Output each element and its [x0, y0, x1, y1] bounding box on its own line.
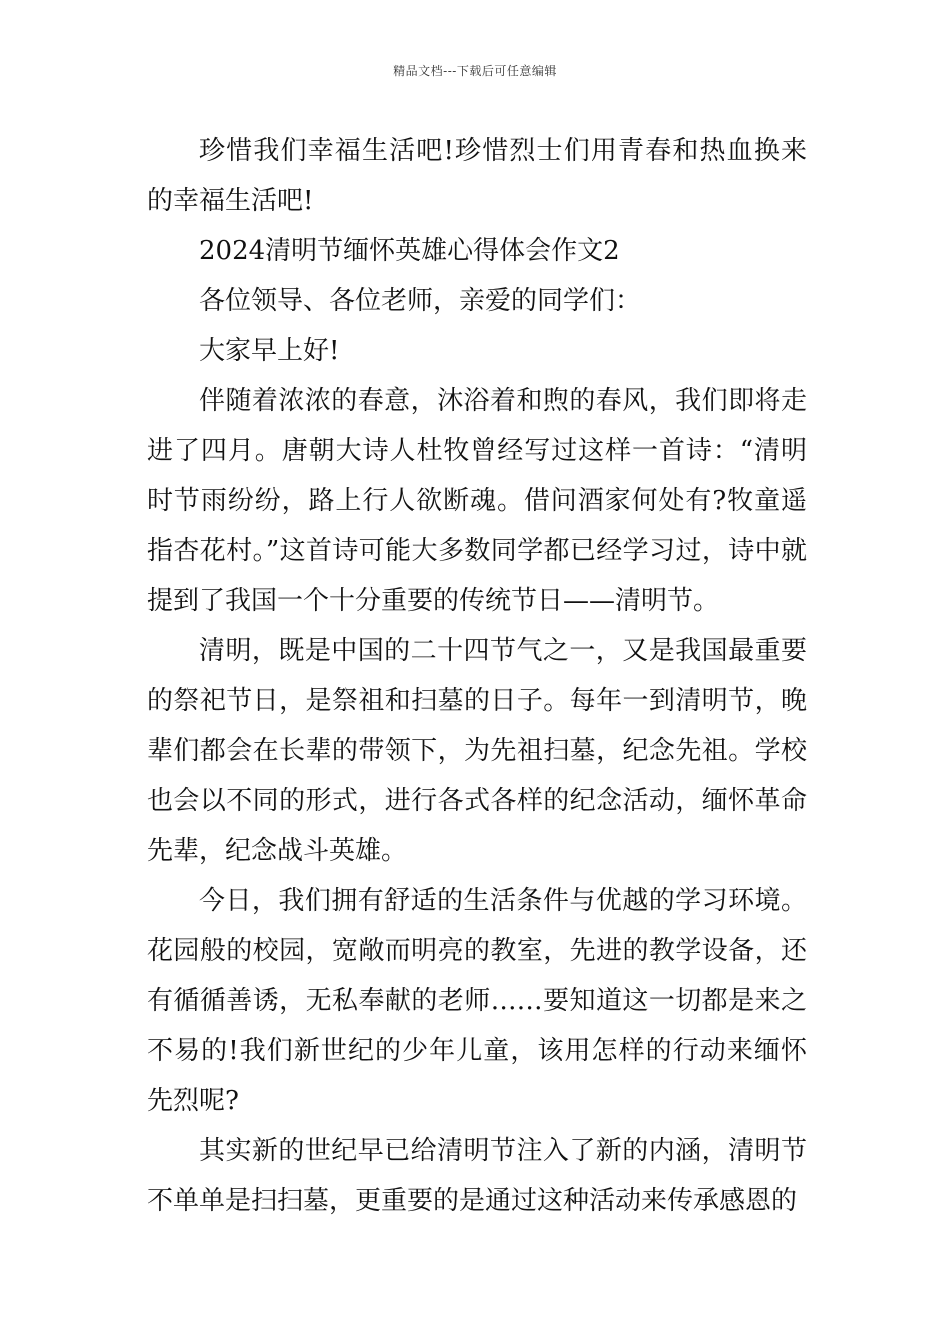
- salutation: 各位领导、各位老师，亲爱的同学们：: [199, 286, 642, 316]
- greeting: 大家早上好!: [199, 336, 340, 366]
- paragraph-qingming-meaning: 清明，既是中国的二十四节气之一，又是我国最重要的祭祀节日，是祭祖和扫墓的日子。每年一到清明节，晚辈们都会在长辈的带领下，为先祖扫墓，纪念先祖。学校也会以不同的形式，进行各式各样的纪念活动，缅怀革命先辈，纪念战斗英雄。: [147, 636, 807, 866]
- paragraph-spring-poem: 伴随着浓浓的春意，沐浴着和煦的春风，我们即将走进了四月。唐朝大诗人杜牧曾经写过这样一首诗：“清明时节雨纷纷，路上行人欲断魂。借问酒家何处有?牧童遥指杏花村。”这首诗可能大多数同学都已经学习过，诗中就提到了我国一个十分重要的传统节日——清明节。: [147, 386, 807, 616]
- document-body: [147, 126, 807, 1226]
- page-header: 精品文档---下载后可任意编辑: [393, 64, 557, 78]
- essay-title: 2024清明节缅怀英雄心得体会作文2: [199, 236, 620, 266]
- paragraph-today-life: 今日，我们拥有舒适的生活条件与优越的学习环境。花园般的校园，宽敞而明亮的教室，先进的教学设备，还有循循善诱，无私奉献的老师……要知道这一切都是来之不易的!我们新世纪的少年儿童，该用怎样的行动来缅怀先烈呢?: [147, 886, 807, 1116]
- paragraph-new-meaning: 其实新的世纪早已给清明节注入了新的内涵，清明节不单单是扫扫墓，更重要的是通过这种活动来传承感恩的: [147, 1136, 807, 1216]
- paragraph-closing-exhortation: 珍惜我们幸福生活吧!珍惜烈士们用青春和热血换来的幸福生活吧!: [147, 136, 807, 216]
